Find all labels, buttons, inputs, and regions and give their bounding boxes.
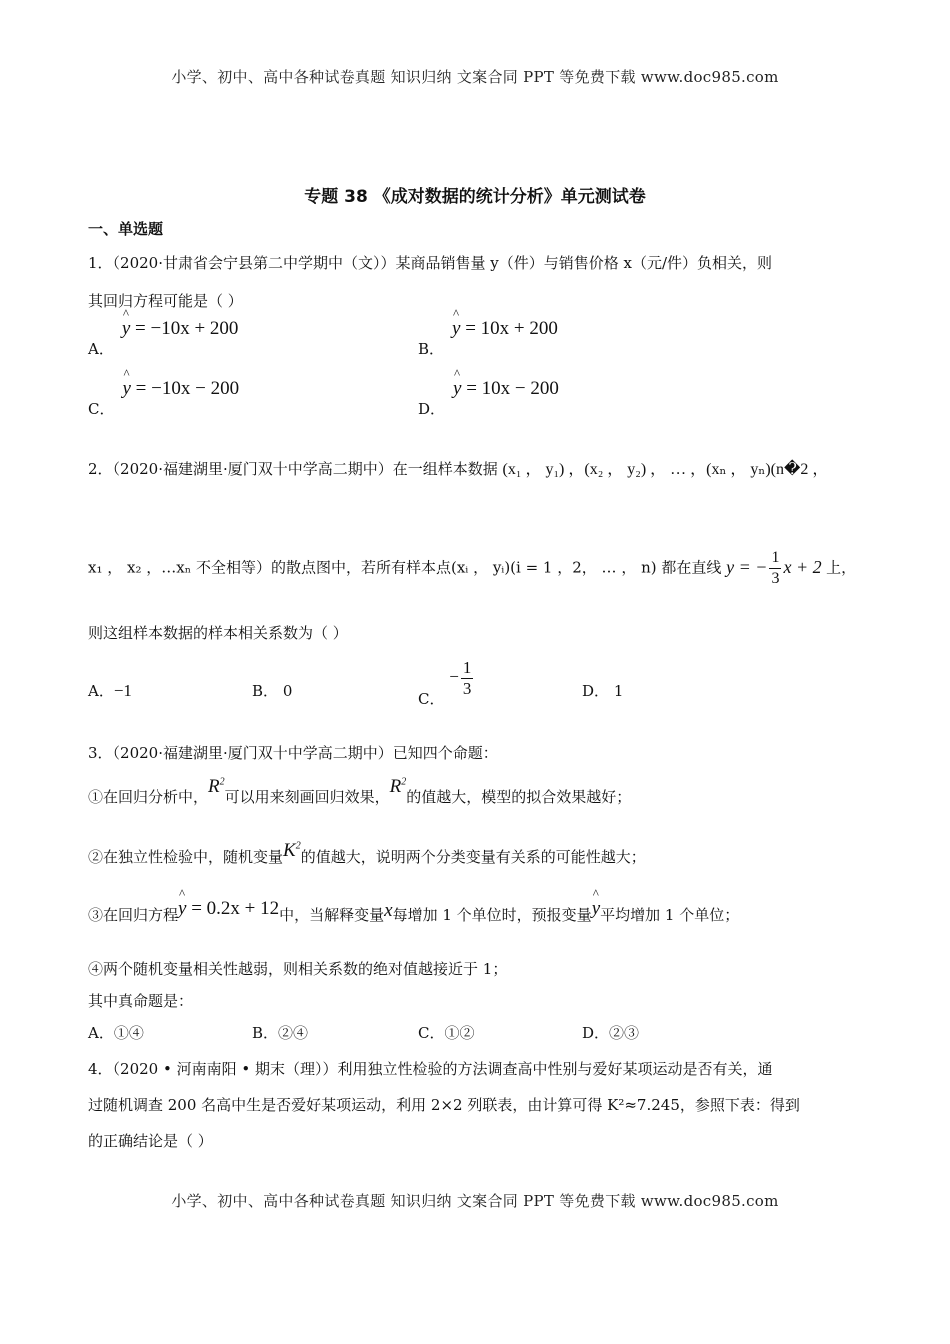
q2-stem-text: x₁ ， x₂ ，…xₙ 不全相等）的散点图中，若所有样本点(xᵢ ， yᵢ)(i = 1 ，2， … ， n) 都在直线 bbox=[88, 558, 722, 577]
q2-option-d: D． 1 bbox=[582, 682, 624, 700]
q2-line-equation: y = − $\frac{1}{3}$ x + 2 bbox=[726, 549, 822, 587]
q1-option-c bbox=[88, 378, 240, 418]
q2-stem-text: 2．（2020·福建湖里·厦门双十中学高二期中）在一组样本数据 bbox=[88, 460, 498, 478]
q2-data-set: (x₁ ， y₁) ，(x₂ ， y₂) ， … ，(xₙ ， yₙ)(n�2 ， bbox=[502, 461, 829, 478]
q3-option-a: A．①④ bbox=[88, 1024, 144, 1042]
q1-option-b bbox=[418, 318, 558, 358]
q2-stem-line2 bbox=[88, 548, 856, 589]
q3-option-c: C．①② bbox=[418, 1024, 475, 1042]
q3-statement-4: ④两个随机变量相关性越弱，则相关系数的绝对值越接近于 1； bbox=[88, 960, 508, 978]
q4-stem-line2: 过随机调查 200 名高中生是否爱好某项运动，利用 2×2 列联表，由计算可得 K²≈7.245，参照下表：得到 bbox=[88, 1096, 800, 1114]
option-expr: = −10x − 200 bbox=[135, 378, 240, 399]
page-footer: 小学、初中、高中各种试卷真题 知识归纳 文案合同 PPT 等免费下载 www.doc985.com bbox=[171, 1192, 779, 1210]
fraction-denominator: 3 bbox=[462, 679, 472, 698]
q1-stem-line2: 其回归方程可能是（ ） bbox=[88, 292, 243, 310]
section-heading: 一、单选题 bbox=[88, 220, 164, 238]
q2-stem-text: 上， bbox=[826, 558, 857, 577]
k-squared: $K^2$ bbox=[283, 840, 301, 861]
q2-option-c: C． − $\frac{1}{3}$ bbox=[418, 658, 472, 709]
q3-stem-line1: 3．（2020·福建湖里·厦门双十中学高二期中）已知四个命题： bbox=[88, 744, 498, 762]
y-hat-symbol: ^ y bbox=[122, 378, 130, 400]
q2-option-b: B． 0 bbox=[252, 682, 293, 700]
page-header: 小学、初中、高中各种试卷真题 知识归纳 文案合同 PPT 等免费下载 www.doc985.com bbox=[171, 68, 779, 86]
r-squared: $R^2$ bbox=[389, 776, 407, 797]
option-expr: = 10x − 200 bbox=[466, 378, 559, 399]
y-hat-symbol: ^ y bbox=[452, 318, 460, 340]
regression-equation: ^ y = 0.2x + 12 bbox=[178, 898, 279, 919]
fraction-numerator: 1 bbox=[769, 548, 781, 569]
option-expr: = −10x + 200 bbox=[135, 318, 239, 339]
page-title: 专题 38 《成对数据的统计分析》单元测试卷 bbox=[304, 187, 646, 207]
option-label: B． bbox=[418, 340, 445, 358]
option-label: D． bbox=[418, 400, 446, 418]
fraction-numerator: 1 bbox=[462, 658, 472, 677]
r-squared: $R^2$ bbox=[208, 776, 225, 797]
option-label: A． bbox=[88, 340, 114, 358]
q4-stem-line1: 4．（2020 • 河南南阳 • 期末（理））利用独立性检验的方法调查高中性别与爱好某项运动是否有关，通 bbox=[88, 1060, 773, 1078]
q4-stem-line3: 的正确结论是（ ） bbox=[88, 1132, 213, 1150]
q3-statement-2: ②在独立性检验中，随机变量$K^2$的值越大，说明两个分类变量有关系的可能性越大； bbox=[88, 840, 646, 866]
option-expr: = 10x + 200 bbox=[465, 318, 558, 339]
option-label: C． bbox=[88, 400, 115, 418]
q3-statement-1: ①在回归分析中，$R^2$可以用来刻画回归效果，$R^2$的值越大，模型的拟合效果越好； bbox=[88, 776, 632, 806]
q3-true-prompt: 其中真命题是： bbox=[88, 992, 194, 1010]
y-hat-symbol: ^ y bbox=[122, 318, 130, 340]
q2-option-a: A．−1 bbox=[88, 681, 132, 700]
y-hat-symbol: ^ y bbox=[178, 898, 186, 920]
fraction-denominator: 3 bbox=[771, 570, 780, 587]
y-hat-symbol: ^ y bbox=[453, 378, 461, 400]
q1-stem-line1: 1．（2020·甘肃省会宁县第二中学期中（文））某商品销售量 y（件）与销售价格 x（元/件）负相关，则 bbox=[88, 254, 773, 272]
q3-statement-3: ③在回归方程^ y = 0.2x + 12中，当解释变量x每增加 1 个单位时，预报变量^ y平均增加 1 个单位； bbox=[88, 904, 739, 926]
q1-option-a bbox=[88, 318, 239, 358]
q1-option-d bbox=[418, 378, 559, 418]
variable-x: x bbox=[384, 900, 393, 921]
q3-option-b: B．②④ bbox=[252, 1024, 309, 1042]
q3-option-d: D．②③ bbox=[582, 1024, 640, 1042]
y-hat-symbol: ^ y bbox=[592, 898, 600, 920]
q2-stem-line1 bbox=[88, 456, 828, 479]
q2-stem-line3: 则这组样本数据的样本相关系数为（ ） bbox=[88, 624, 348, 642]
